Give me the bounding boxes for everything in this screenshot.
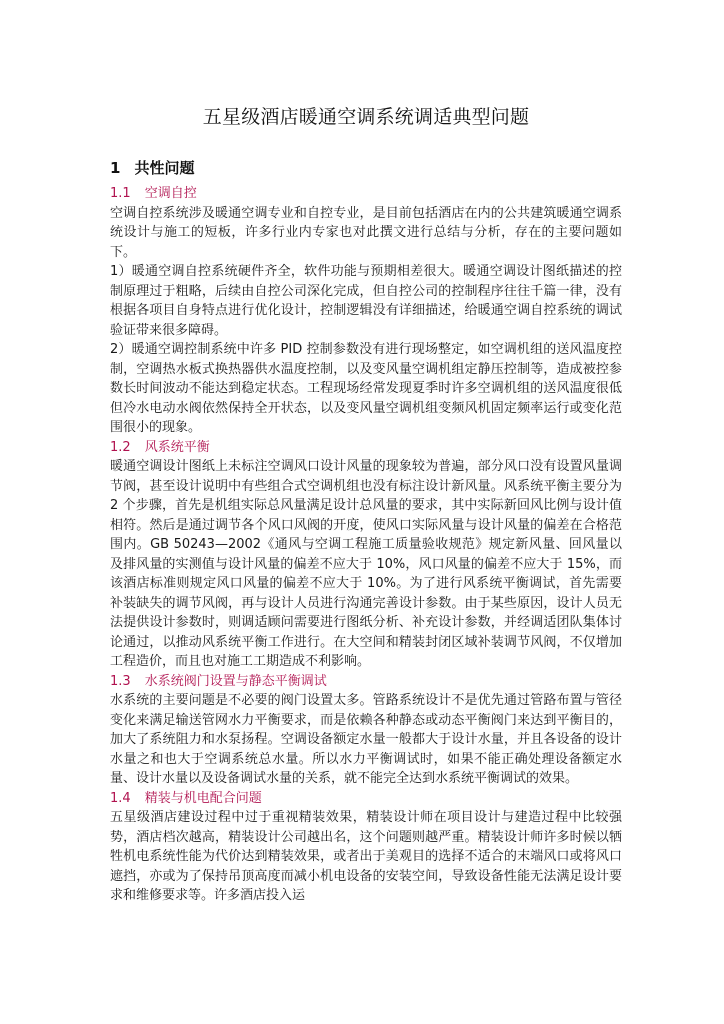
- section-title: 共性问题: [134, 159, 195, 177]
- subsection-1-2-heading: [110, 438, 622, 458]
- section-1-heading: [110, 158, 194, 178]
- subsection-title: 精装与机电配合问题: [144, 790, 262, 806]
- document-body: [110, 184, 622, 906]
- subsection-number: 1.2: [110, 439, 131, 455]
- section-number: 1: [110, 159, 121, 177]
- subsection-number: 1.3: [110, 673, 131, 689]
- subsection-1-1-heading: [110, 184, 622, 204]
- paragraph: 1）暖通空调自控系统硬件齐全，软件功能与预期相差很大。暖通空调设计图纸描述的控制原理过于粗略，后续由自控公司深化完成，但自控公司的控制程序往往千篇一律，没有根据各项目自身特点进行优化设计，控制逻辑没有详细描述，给暖通空调自控系统的调试验证带来很多障碍。: [110, 264, 622, 338]
- paragraph: 五星级酒店建设过程中过于重视精装效果，精装设计师在项目设计与建造过程中比较强势，酒店档次越高，精装设计公司越出名，这个问题则越严重。精装设计师许多时候以牺牲机电系统性能为代价达到精装效果，或者出于美观目的选择不适合的末端风口或将风口遮挡，亦或为了保持吊顶高度而减小机电设备的安装空间，导致设备性能无法满足设计要求和维修要求等。许多酒店投入运: [110, 810, 622, 903]
- subsection-title: 风系统平衡: [144, 439, 210, 455]
- subsection-number: 1.4: [110, 790, 131, 806]
- paragraph: 暖通空调设计图纸上未标注空调风口设计风量的现象较为普遍，部分风口没有设置风量调节阀，甚至设计说明中有些组合式空调机组也没有标注设计新风量。风系统平衡主要分为 2 个步骤，首先是机组实际总风量满足设计总风量的要求，其中实际新回风比例与设计值相符。然后是通过调节各个风口风阀的开度，使风口实际风量与设计风量的偏差在合格范围内。GB 50243—2002《通风与空调工程施工质量验收规范》规定新风量、回风量以及排风量的实测值与设计风量的偏差不应大于 10%，风口风量的偏差不应大于 15%，而该酒店标准则规定风口风量的偏差不应大于 10%。为了进行风系统平衡调试，首先需要补装缺失的调节风阀，再与设计人员进行沟通完善设计参数。由于某些原因，设计人员无法提供设计参数时，则调适顾问需要进行图纸分析、补充设计参数，并经调适团队集体讨论通过，以推动风系统平衡工作进行。在大空间和精装封闭区域补装调节风阀，不仅增加工程造价，而且也对施工工期造成不利影响。: [110, 459, 622, 669]
- subsection-title: 水系统阀门设置与静态平衡调试: [144, 673, 327, 689]
- subsection-number: 1.1: [110, 186, 131, 201]
- paragraph: 空调自控系统涉及暖通空调专业和自控专业，是目前包括酒店在内的公共建筑暖通空调系统设计与施工的短板，许多行业内专家也对此撰文进行总结与分析，存在的主要问题如下。: [110, 205, 622, 260]
- document-title: 五星级酒店暖通空调系统调适典型问题: [202, 106, 530, 128]
- paragraph: 水系统的主要问题是不必要的阀门设置太多。管路系统设计不是优先通过管路布置与管径变化来满足输送管网水力平衡要求，而是依赖各种静态或动态平衡阀门来达到平衡目的，加大了系统阻力和水泵扬程。空调设备额定水量一般都大于设计水量，并且各设备的设计水量之和也大于空调系统总水量。所以水力平衡调试时，如果不能正确处理设备额定水量、设计水量以及设备调试水量的关系，就不能完全达到水系统平衡调试的效果。: [110, 693, 622, 786]
- paragraph: 2）暖通空调控制系统中许多 PID 控制参数没有进行现场整定，如空调机组的送风温度控制，空调热水板式换热器供水温度控制，以及变风量空调机组定静压控制等，造成被控参数长时间波动不能达到稳定状态。工程现场经常发现夏季时许多空调机组的送风温度很低但冷水电动水阀依然保持全开状态，以及变风量空调机组变频风机固定频率运行或变化范围很小的现象。: [110, 342, 622, 435]
- subsection-title: 空调自控: [144, 186, 197, 201]
- subsection-1-4-heading: [110, 789, 622, 809]
- subsection-1-3-heading: [110, 672, 622, 692]
